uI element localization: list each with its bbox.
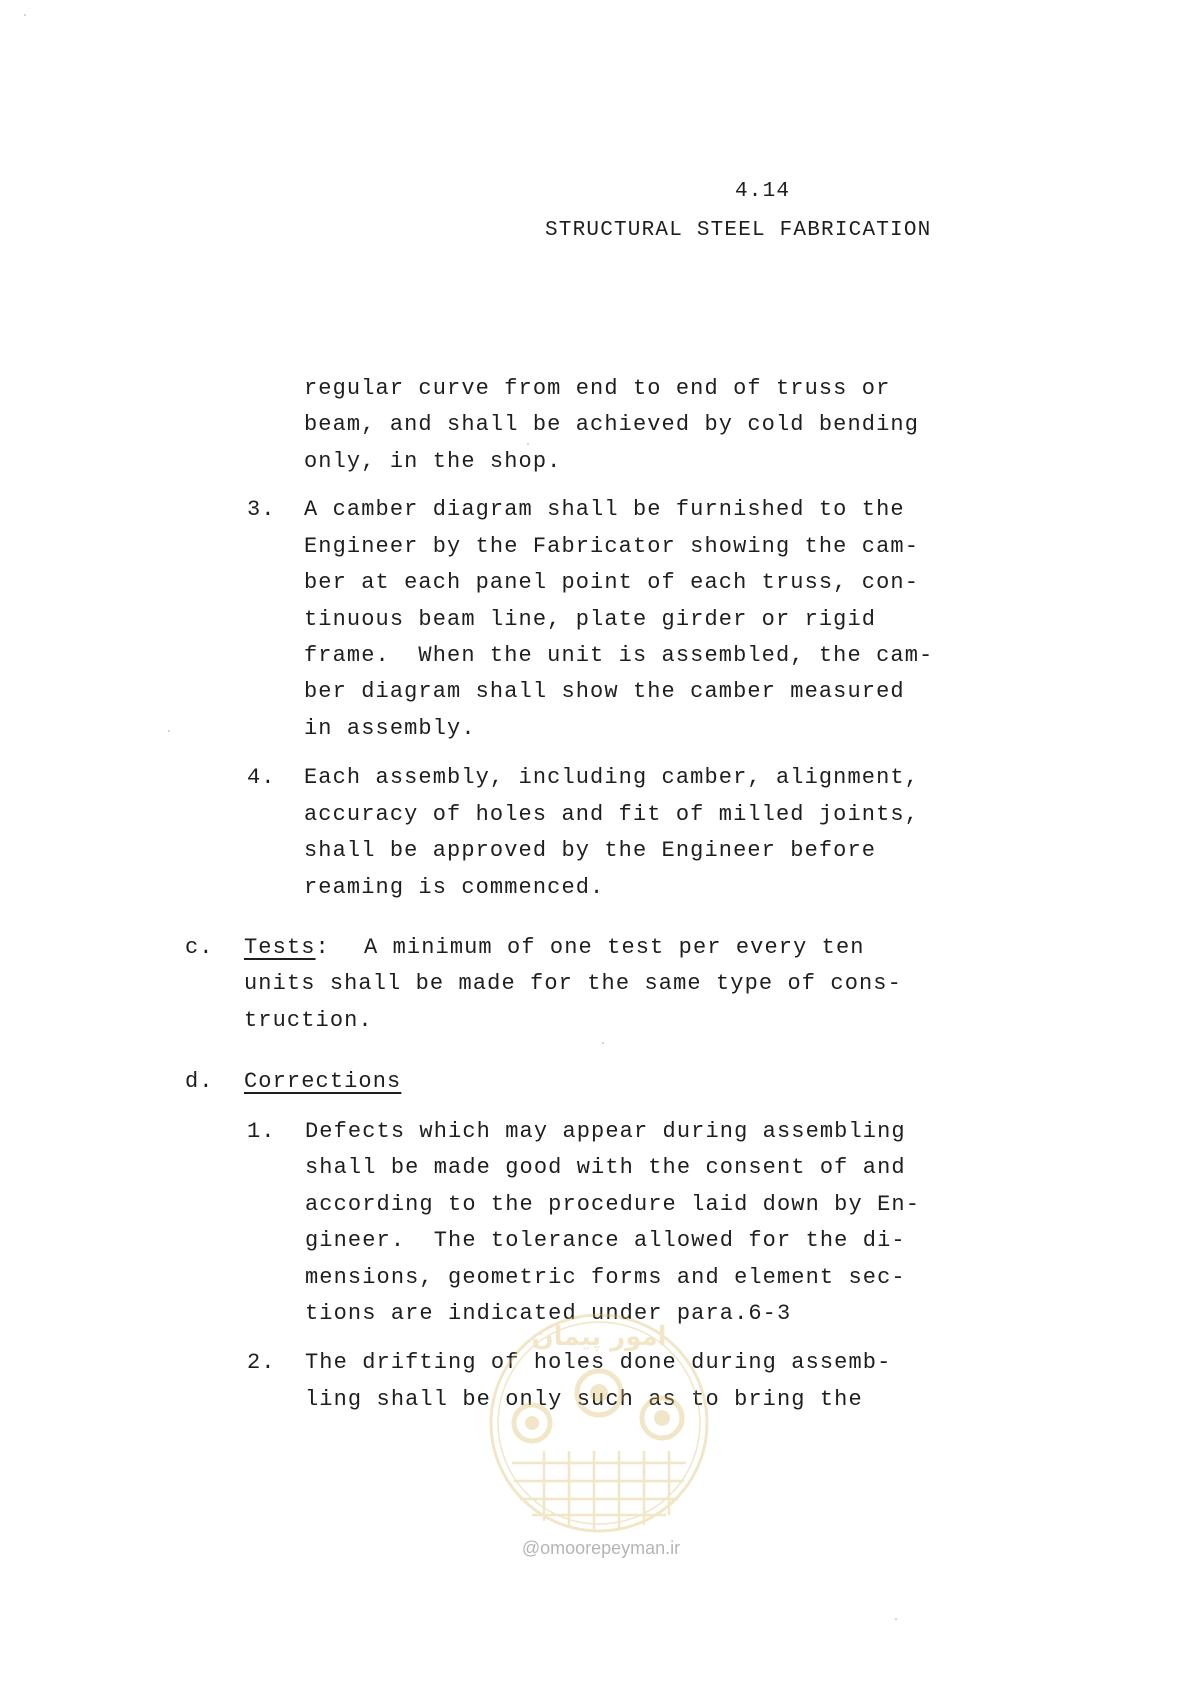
list-item-line: in assembly.: [304, 716, 476, 741]
list-marker: 3.: [247, 497, 276, 522]
continuation-line: only, in the shop.: [304, 449, 562, 474]
section-c-heading-wrap: [244, 937, 330, 959]
list-item-line: ber diagram shall show the camber measured: [304, 679, 905, 704]
watermark-text: @omoorepeyman.ir: [521, 1538, 681, 1558]
continuation-line: beam, and shall be achieved by cold bending: [304, 412, 919, 437]
section-title-clip: [545, 220, 962, 250]
section-c-line: units shall be made for the same type of cons-: [244, 971, 902, 996]
section-heading: Tests: [244, 935, 316, 960]
scan-speck: [527, 443, 529, 445]
section-c-line: truction.: [244, 1008, 373, 1033]
continuation-line: regular curve from end to end of truss or: [304, 376, 891, 401]
list-item-line: A camber diagram shall be furnished to the: [304, 497, 905, 522]
list-marker: 4.: [247, 765, 276, 790]
section-heading: Corrections: [244, 1069, 402, 1094]
list-item-line: gineer. The tolerance allowed for the di-: [305, 1228, 906, 1253]
list-item-line: Engineer by the Fabricator showing the cam-: [304, 534, 919, 559]
scan-speck: [24, 14, 26, 16]
section-marker: d.: [185, 1069, 214, 1094]
list-item-line: Each assembly, including camber, alignment,: [304, 765, 919, 790]
list-item-line: The drifting of holes done during assemb-: [305, 1350, 892, 1375]
list-item-line: Defects which may appear during assembling: [305, 1119, 906, 1144]
list-marker: 1.: [247, 1119, 276, 1144]
list-item-line: reaming is commenced.: [304, 875, 605, 900]
list-item-line: frame. When the unit is assembled, the cam-: [304, 643, 934, 668]
heading-colon: :: [315, 935, 330, 960]
list-item-line: ber at each panel point of each truss, con-: [304, 570, 919, 595]
watermark-logo-script: امور پیمان: [531, 1322, 667, 1352]
list-item-line: tinuous beam line, plate girder or rigid: [304, 607, 877, 632]
list-item-line: accuracy of holes and fit of milled joints,: [304, 802, 919, 827]
list-item-line: ling shall be only such as to bring the: [305, 1387, 863, 1412]
scan-speck: [895, 1618, 897, 1620]
scan-speck: [602, 1042, 604, 1044]
list-item-line: tions are indicated under para.6-3: [305, 1301, 792, 1326]
list-item-line: shall be made good with the consent of and: [305, 1155, 906, 1180]
scan-speck: [168, 730, 170, 732]
list-item-line: mensions, geometric forms and element sec-: [305, 1265, 906, 1290]
section-marker: c.: [185, 935, 214, 960]
section-title: STRUCTURAL STEEL FABRICATION: [545, 220, 932, 242]
page-number: 4.14: [735, 180, 791, 203]
list-marker: 2.: [247, 1350, 276, 1375]
list-item-line: according to the procedure laid down by En-: [305, 1192, 920, 1217]
section-c-line: A minimum of one test per every ten: [364, 935, 865, 960]
list-item-line: shall be approved by the Engineer before: [304, 838, 877, 863]
